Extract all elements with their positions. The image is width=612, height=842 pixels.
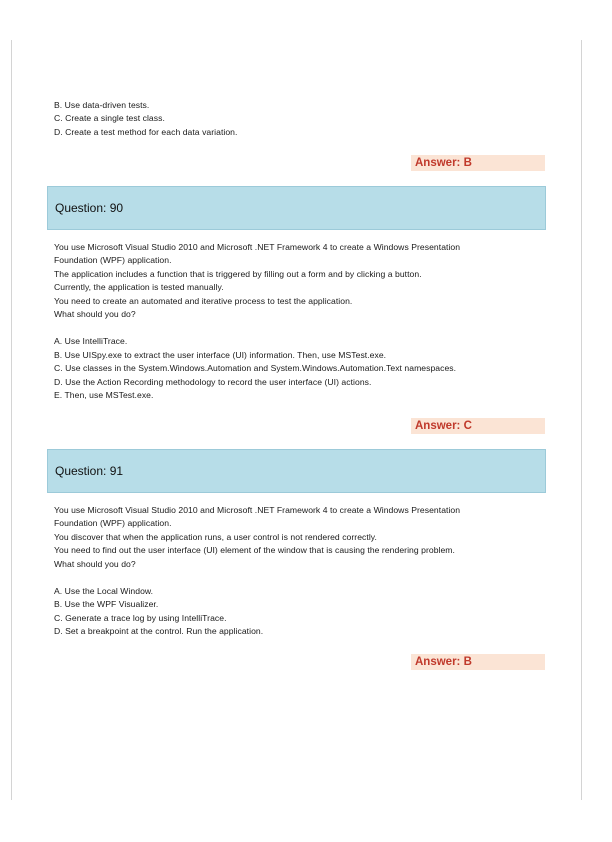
question-text: You need to find out the user interface (UI) element of the window that is causing the rendering problem. [54,545,455,556]
question-text: You use Microsoft Visual Studio 2010 and Microsoft .NET Framework 4 to create a Windows Presentation [54,242,461,252]
option: C. Generate a trace log by using IntelliTrace. [54,612,227,623]
page-right-rule [581,40,582,800]
option: B. Use the WPF Visualizer. [54,599,159,610]
question-text: You need to create an automated and iterative process to test the application. [54,295,353,306]
question-91-answer: Answer: B [411,654,545,670]
question-text: Currently, the application is tested manually. [54,282,224,293]
question-text: Foundation (WPF) application. [54,255,172,266]
page-left-rule [11,40,12,800]
option: B. Use UISpy.exe to extract the user interface (UI) information. Then, use MSTest.exe. [54,349,387,360]
prev-answer: Answer: B [411,155,545,171]
question-90-body [54,241,554,402]
question-text: Foundation (WPF) application. [54,518,172,529]
option: D. Create a test method for each data variation. [54,126,238,137]
question-text: You discover that when the application runs, a user control is not rendered correctly. [54,531,377,542]
option: C. Use classes in the System.Windows.Automation and System.Windows.Automation.Text namespaces. [54,363,457,374]
option: B. Use data-driven tests. [54,100,150,110]
question-text: You use Microsoft Visual Studio 2010 and Microsoft .NET Framework 4 to create a Windows Presentation [54,505,461,515]
question-text: What should you do? [54,558,136,569]
prev-question-options [54,99,554,139]
question-text: The application includes a function that is triggered by filling out a form and by clicking a button. [54,268,422,279]
option: E. Then, use MSTest.exe. [54,389,154,400]
question-91-body [54,504,554,639]
option: A. Use the Local Window. [54,585,154,596]
option: D. Set a breakpoint at the control. Run the application. [54,626,264,637]
question-text: What should you do? [54,309,136,320]
option: C. Create a single test class. [54,113,165,124]
question-90-header: Question: 90 [47,186,546,230]
question-90-answer: Answer: C [411,418,545,434]
question-91-header: Question: 91 [47,449,546,493]
option: D. Use the Action Recording methodology to record the user interface (UI) actions. [54,376,372,387]
option: A. Use IntelliTrace. [54,336,128,347]
